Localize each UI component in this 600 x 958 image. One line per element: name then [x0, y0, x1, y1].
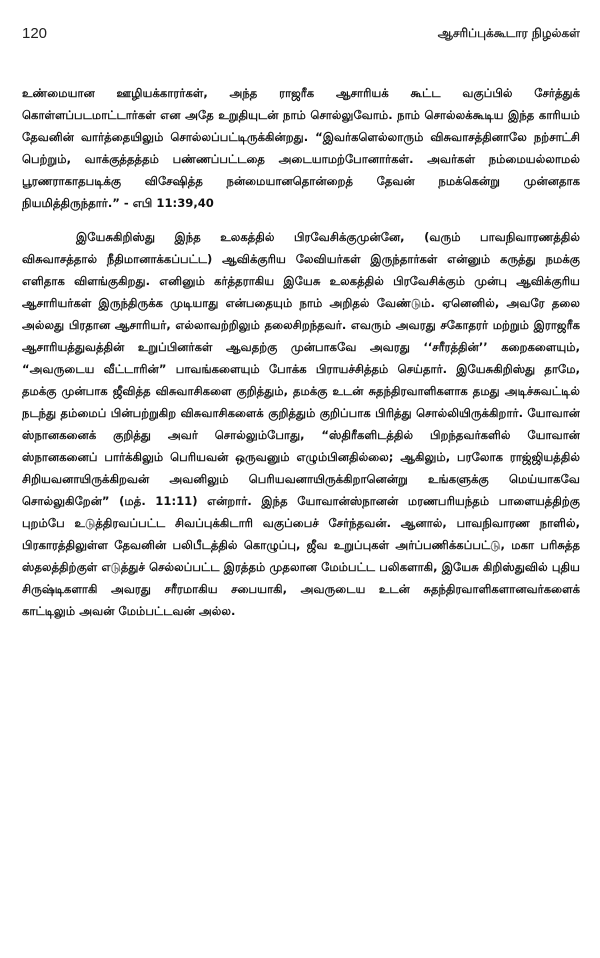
body-paragraph-2: இயேசுகிறிஸ்து இந்த உலகத்தில் பிரவேசிக்குமுன்னே, (வரும் பாவநிவாரணத்தில் விசுவாசத்தால் நீதிமானாக்கப்பட்ட) ஆவிக்குரிய லேவியர்கள் இருந்தார்கள் என்னும் கருத்து நமக்கு எளிதாக விளங்குகிறது. எனினும் கர்த்தராகிய இயேசு உலகத்தில் பிரவேசிக்கும் முன்பு ஆவிக்குரிய ஆசாரியர்கள் இருந்திருக்க முடியாது என்பதையும் நாம் அறிதல் வேண்டும். ஏனெனில், அவரே தலை அல்லது பிரதான ஆசாரியர், எல்லாவற்றிலும் தலைசிறந்தவர். எவரும் அவரது சகோதரர் மற்றும் இராஜரீக ஆசாரியத்துவத்தின் உறுப்பினர்கள் ஆவதற்கு முன்பாகவே அவரது ‘‘சரீரத்தின்’’ கறைகளையும், “அவருடைய வீட்டாரின்” பாவங்களையும் போக்க பிராயச்சித்தம் செய்தார். இயேசுகிறிஸ்து தாமே, தமக்கு முன்பாக ஜீவித்த விசுவாசிகளை குறித்தும், தமக்கு உடன் சுதந்திரவாளிகளாக தமது அடிச்சுவட்டில் நடந்து தம்மைப் பின்பற்றுகிற விசுவாசிகளைக் குறித்தும் குறிப்பாக பிரித்து சொல்லியிருக்கிறார். யோவான் ஸ்நானகனைக் குறித்து அவர் சொல்லும்போது, “ஸ்திரீகளிடத்தில் பிறந்தவர்களில் யோவான் ஸ்நானகனைப் பார்க்கிலும் பெரியவன் ஒருவனும் எழும்பினதில்லை; ஆகிலும், பரலோக ராஜ்ஜியத்தில் சிறியவனாயிருக்கிறவன் அவனிலும் பெரியவனாயிருக்கிறானென்று உங்களுக்கு மெய்யாகவே சொல்லுகிறேன்” (மத். 11:11) என்றார். இந்த யோவான்ஸ்நானன் மரணபரியந்தம் பாளையத்திற்கு புறம்பே உடுத்திரவப்பட்ட சிவப்புக்கிடாரி வகுப்பைச் சேர்ந்தவன். ஆனால், பாவநிவாரண நாளில், பிரகாரத்திலுள்ள தேவனின் பலிபீடத்தில் கொழுப்பு, ஜீவ உறுப்புகள் அர்ப்பணிக்கப்பட்டு, மகா பரிசுத்த ஸ்தலத்திற்குள் எடுத்துச் செல்லப்பட்ட இரத்தம் முதலான மேம்பட்ட பலிகளாகி, இயேசு கிறிஸ்துவில் புதிய சிருஷ்டிகளாகி அவரது சரீரமாகிய சபையாகி, அவருடைய உடன் சுதந்திரவாளிகளானவர்களைக் காட்டிலும் அவன் மேம்பட்டவன் அல்ல. [22, 230, 580, 618]
book-title: ஆசரிப்புக்கூடார நிழல்கள் [437, 26, 580, 40]
page-number: 120 [22, 25, 48, 42]
running-header [22, 20, 580, 42]
body-paragraph-1: உண்மையான ஊழியக்காரர்கள், அந்த ராஜரீக ஆசாரியக் கூட்ட வகுப்பில் சேர்த்துக் கொள்ளப்படமாட்டார்கள் என அதே உறுதியுடன் நாம் சொல்லுவோம். நாம் சொல்லக்கூடிய இந்த காரியம் தேவனின் வார்த்தையிலும் சொல்லப்பட்டிருக்கின்றது. “இவர்களெல்லாரும் விசுவாசத்தினாலே நற்சாட்சி பெற்றும், வாக்குத்தத்தம் பண்ணப்பட்டதை அடையாமற்போனார்கள். அவர்கள் நம்மையல்லாமல் பூரணராகாதபடிக்கு விசேஷித்த நன்மையானதொன்றைத் தேவன் நமக்கென்று முன்னதாக நியமித்திருந்தார்.” - எபி 11:39,40 [22, 86, 580, 210]
book-page [22, 20, 580, 940]
